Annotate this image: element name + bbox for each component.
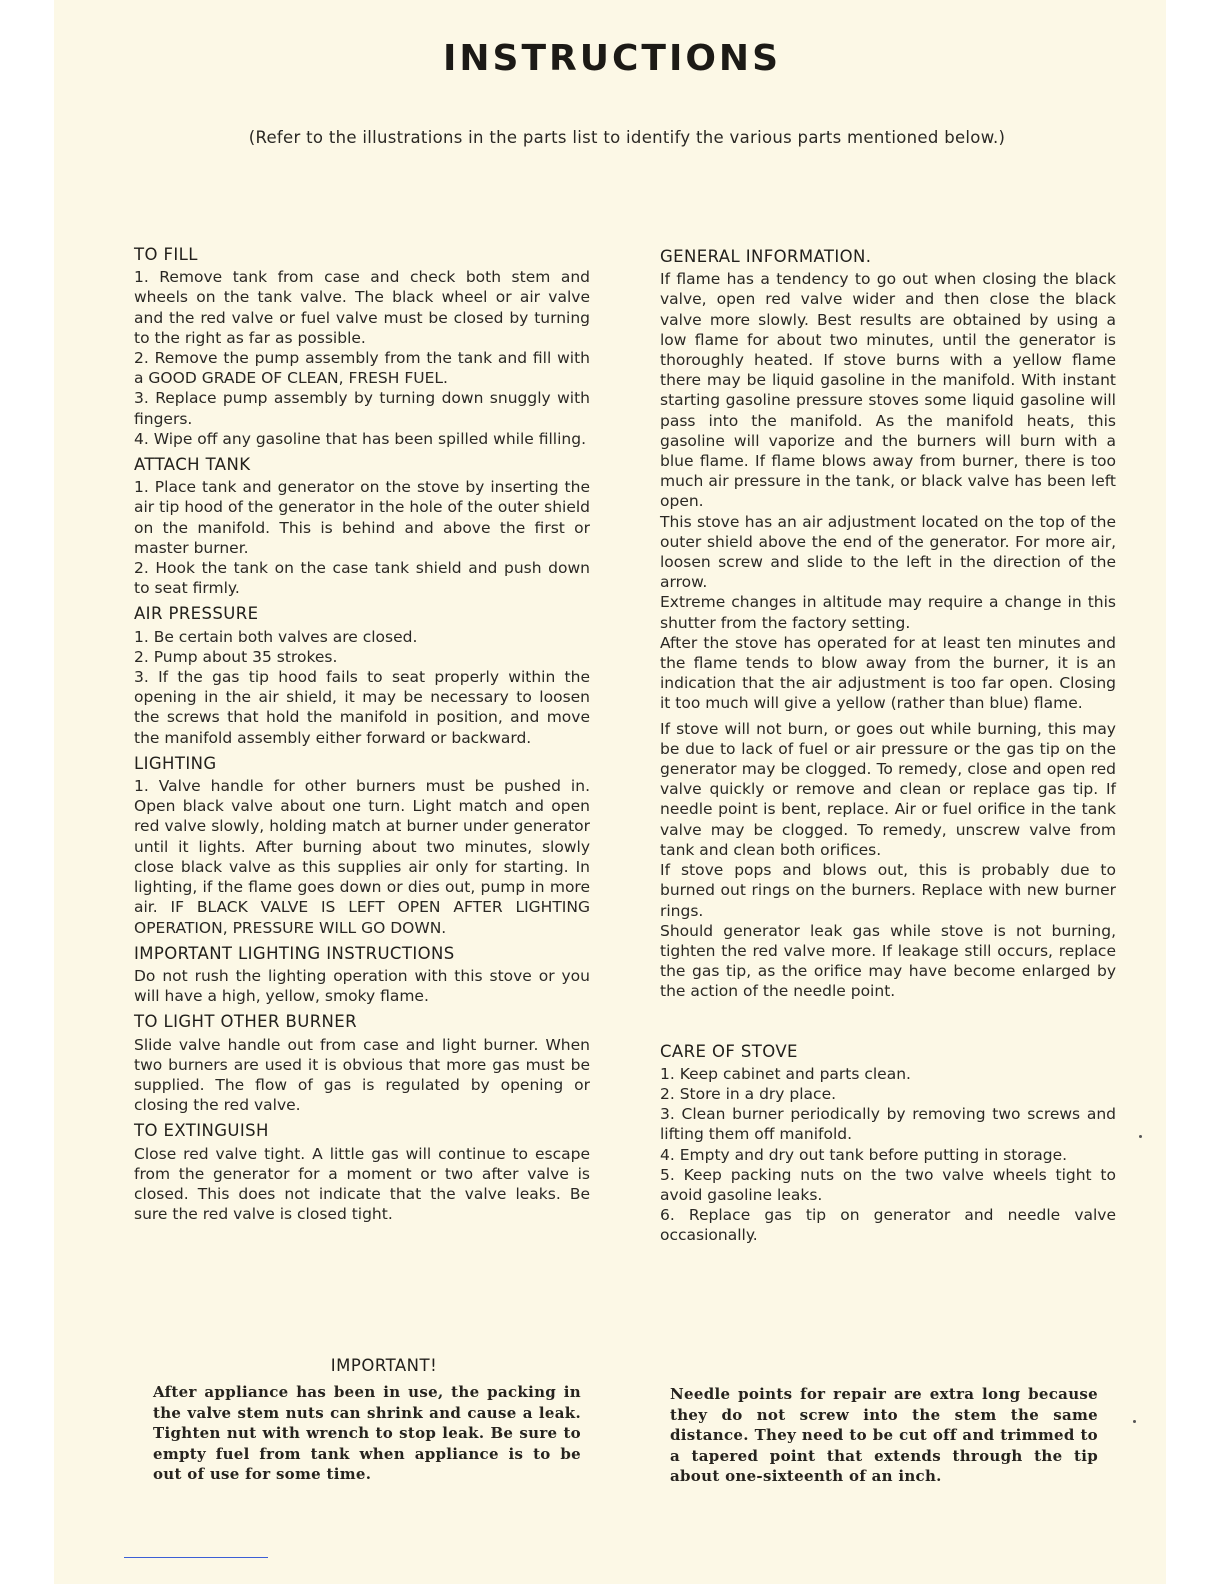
needle-point-note: Needle points for repair are extra long because they do not screw into the stem the same distance. They need to be cut off and trimmed to a tapered point that extends through the tip about one-sixteenth of an inch.: [670, 1385, 1098, 1485]
section-heading: GENERAL INFORMATION.: [660, 247, 872, 266]
speck-mark: [1139, 1135, 1142, 1138]
section-paragraph: 2. Pump about 35 strokes.: [134, 647, 338, 666]
important-note: After appliance has been in use, the packing in the valve stem nuts can shrink and cause a leak. Tighten nut with wrench to stop leak. Be sure to empty fuel from tank when appliance is to be out of use for some time.: [153, 1383, 581, 1483]
section-heading: TO FILL: [134, 245, 198, 264]
section-paragraph: 1. Remove tank from case and check both stem and wheels on the tank valve. The black wheel or air valve and the red valve or fuel valve must be closed by turning to the right as far as possible.: [134, 268, 590, 347]
left-column: [134, 245, 590, 1230]
important-title: IMPORTANT!: [330, 1356, 438, 1375]
section-paragraph: Slide valve handle out from case and light burner. When two burners are used it is obvious that more gas must be supplied. The flow of gas is regulated by opening or closing the red valve.: [134, 1035, 590, 1115]
section-paragraph: 5. Keep packing nuts on the two valve wheels tight to avoid gasoline leaks.: [660, 1165, 1116, 1204]
footer-rule: [124, 1557, 268, 1558]
section-paragraph: 2. Hook the tank on the case tank shield and push down to seat firmly.: [134, 559, 590, 598]
section-paragraph: 3. If the gas tip hood fails to seat properly within the opening in the air shield, it may be necessary to loosen the screws that hold the manifold in position, and move the manifold assembly either forward or backward.: [134, 668, 590, 747]
section-paragraph: If stove pops and blows out, this is probably due to burned out rings on the burners. Replace with new burner rings.: [660, 861, 1116, 920]
section-paragraph: 6. Replace gas tip on generator and needle valve occasionally.: [660, 1206, 1116, 1245]
section-heading: ATTACH TANK: [134, 455, 251, 475]
section-care-of-stove: [660, 1042, 1116, 1246]
section-paragraph: 4. Wipe off any gasoline that has been spilled while filling.: [134, 429, 586, 448]
section-paragraph: 1. Be certain both valves are closed.: [134, 627, 418, 646]
section-paragraph: Extreme changes in altitude may require a change in this shutter from the factory setting.: [660, 593, 1116, 632]
section-attach-tank: [134, 455, 590, 598]
section-paragraph: 2. Remove the pump assembly from the tank and fill with a GOOD GRADE OF CLEAN, FRESH FUEL.: [134, 349, 590, 388]
section-extinguish: [134, 1121, 590, 1224]
section-paragraph: Do not rush the lighting operation with this stove or you will have a high, yellow, smoky flame.: [134, 966, 590, 1006]
section-heading: AIR PRESSURE: [134, 604, 259, 624]
section-light-other-burner: [134, 1012, 590, 1115]
section-heading: TO LIGHT OTHER BURNER: [134, 1012, 357, 1032]
page-title: INSTRUCTIONS: [443, 38, 781, 79]
section-paragraph: 4. Empty and dry out tank before putting in storage.: [660, 1145, 1068, 1164]
section-air-pressure: [134, 604, 590, 747]
section-paragraph: 3. Clean burner periodically by removing two screws and lifting them off manifold.: [660, 1105, 1116, 1144]
section-paragraph: If stove will not burn, or goes out while burning, this may be due to lack of fuel or air pressure or the gas tip on the generator may be clogged. To remedy, close and open red valve quickly or remove and clean or replace gas tip. If needle point is bent, replace. Air or fuel orifice in the tank valve may be clogged. To remedy, unscrew valve from tank and clean both orifices.: [660, 719, 1116, 859]
section-paragraph: After the stove has operated for at least ten minutes and the flame tends to blow away from the burner, it is an indication that the air adjustment is too far open. Closing it too much will give a yellow (rather than blue) flame.: [660, 633, 1116, 713]
right-column: [660, 247, 1116, 1252]
section-lighting: [134, 754, 590, 938]
section-general-information: [660, 247, 1116, 1002]
section-heading: CARE OF STOVE: [660, 1041, 798, 1061]
section-heading: TO EXTINGUISH: [134, 1121, 269, 1141]
section-paragraph: 2. Store in a dry place.: [660, 1084, 837, 1103]
speck-mark: [1133, 1420, 1136, 1423]
page-subtitle: (Refer to the illustrations in the parts list to identify the various parts mentioned below.): [248, 128, 1006, 147]
section-paragraph: 1. Valve handle for other burners must be pushed in. Open black valve about one turn. Light match and open red valve slowly, holding match at burner under generator until it lights. After burning about two minutes, slowly close black valve as this supplies air only for starting. In lighting, if the flame goes down or dies out, pump in more air. IF BLACK VALVE IS LEFT OPEN AFTER LIGHTING OPERATION, PRESSURE WILL GO DOWN.: [134, 777, 590, 937]
section-important-lighting: [134, 944, 590, 1007]
section-paragraph: Close red valve tight. A little gas will continue to escape from the generator for a moment or two after valve is closed. This does not indicate that the valve leaks. Be sure the red valve is closed tight.: [134, 1144, 590, 1224]
section-heading: IMPORTANT LIGHTING INSTRUCTIONS: [134, 943, 455, 963]
section-paragraph: 1. Keep cabinet and parts clean.: [660, 1064, 911, 1083]
section-paragraph: Should generator leak gas while stove is not burning, tighten the red valve more. If leakage still occurs, replace the gas tip, as the orifice may have become enlarged by the action of the needle point.: [660, 921, 1116, 1001]
section-paragraph: 3. Replace pump assembly by turning down snuggly with fingers.: [134, 389, 590, 428]
section-paragraph: If flame has a tendency to go out when closing the black valve, open red valve wider and then close the black valve more slowly. Best results are obtained by using a low flame for about two minutes, until the generator is thoroughly heated. If stove burns with a yellow flame there may be liquid gasoline in the manifold. With instant starting gasoline pressure stoves some liquid gasoline will pass into the manifold. As the manifold heats, this gasoline will vaporize and the burners will burn with a blue flame. If flame blows away from burner, there is too much air pressure in the tank, or black valve has been left open.: [660, 270, 1116, 511]
section-heading: LIGHTING: [134, 753, 217, 773]
section-paragraph: 1. Place tank and generator on the stove by inserting the air tip hood of the generator in the hole of the outer shield on the manifold. This is behind and above the first or master burner.: [134, 478, 590, 557]
section-paragraph: This stove has an air adjustment located on the top of the outer shield above the end of the generator. For more air, loosen screw and slide to the left in the direction of the arrow.: [660, 512, 1116, 592]
section-to-fill: [134, 245, 590, 449]
